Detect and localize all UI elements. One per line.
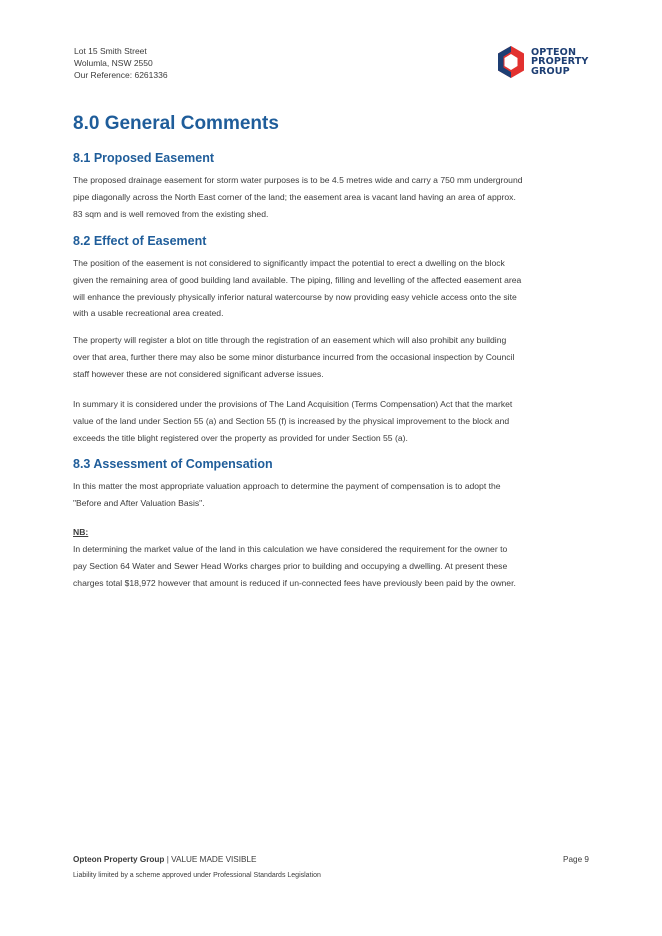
text-line: exceeds the title blight registered over the property as provided for under Section 55 (a).	[73, 432, 408, 443]
heading-assessment-of-compensation: 8.3 Assessment of Compensation	[73, 457, 273, 471]
property-address-block	[74, 45, 168, 81]
paragraph-proposed-easement	[73, 172, 593, 222]
opteon-hexagon-icon	[496, 45, 526, 79]
text-line: charges total $18,972 however that amount is reduced if un-connected fees have previously been paid by the owner.	[73, 577, 516, 588]
opteon-logo	[496, 45, 596, 79]
footer-brand-line	[73, 855, 257, 864]
paragraph-compensation-nb	[73, 541, 593, 591]
nb-label: NB:	[73, 527, 89, 537]
logo-wordmark	[531, 48, 588, 76]
text-line: In determining the market value of the land in this calculation we have considered the requirement for the owner to	[73, 544, 508, 554]
footer-separator: |	[164, 855, 172, 864]
text-line: value of the land under Section 55 (a) and Section 55 (f) is increased by the physical improvement to the block and	[73, 415, 510, 426]
text-line: pay Section 64 Water and Sewer Head Works charges prior to building and occupying a dwelling. At present these	[73, 560, 508, 571]
text-line: "Before and After Valuation Basis".	[73, 497, 205, 508]
logo-word-2: PROPERTY	[531, 56, 589, 68]
text-line: given the remaining area of good building land available. The piping, filling and levelling of the affected easement area	[73, 274, 522, 285]
logo-word-3: GROUP	[531, 65, 570, 77]
address-line-street: Lot 15 Smith Street	[74, 46, 147, 56]
liability-notice: Liability limited by a scheme approved under Professional Standards Legislation	[73, 872, 321, 879]
text-line: will enhance the previously physically inferior natural watercourse by now providing easy vehicle access onto the site	[73, 291, 517, 302]
heading-effect-of-easement: 8.2 Effect of Easement	[73, 234, 207, 248]
text-line: The property will register a blot on title through the registration of an easement which will also prohibit any building	[73, 335, 507, 345]
text-line: In summary it is considered under the provisions of The Land Acquisition (Terms Compensation) Act that the market	[73, 399, 513, 409]
text-line: The position of the easement is not considered to significantly impact the potential to erect a dwelling on the block	[73, 258, 505, 268]
section-title: 8.0 General Comments	[73, 113, 279, 134]
address-line-reference: Our Reference: 6261336	[74, 70, 168, 80]
paragraph-effect-3	[73, 396, 593, 446]
logo-word-1: OPTEON	[531, 47, 577, 58]
paragraph-effect-1	[73, 255, 593, 322]
footer-brand-name: Opteon Property Group	[73, 855, 165, 864]
text-line: pipe diagonally across the North East corner of the land; the easement area is vacant land having an area of approx.	[73, 191, 516, 202]
page-number: Page 9	[563, 855, 589, 864]
paragraph-effect-2	[73, 332, 593, 382]
address-line-suburb: Wolumla, NSW 2550	[74, 58, 153, 68]
text-line: In this matter the most appropriate valuation approach to determine the payment of compensation is to adopt the	[73, 481, 501, 491]
paragraph-compensation-1	[73, 478, 593, 512]
text-line: with a usable recreational area created.	[73, 308, 224, 319]
text-line: The proposed drainage easement for storm water purposes is to be 4.5 metres wide and carry a 750 mm underground	[73, 175, 523, 185]
text-line: 83 sqm and is well removed from the existing shed.	[73, 208, 269, 219]
text-line: over that area, further there may also be some minor disturbance incurred from the occasional inspection by Council	[73, 351, 515, 362]
heading-proposed-easement: 8.1 Proposed Easement	[73, 151, 215, 165]
text-line: staff however these are not considered significant adverse issues.	[73, 368, 324, 379]
footer-tagline: VALUE MADE VISIBLE	[171, 855, 257, 864]
